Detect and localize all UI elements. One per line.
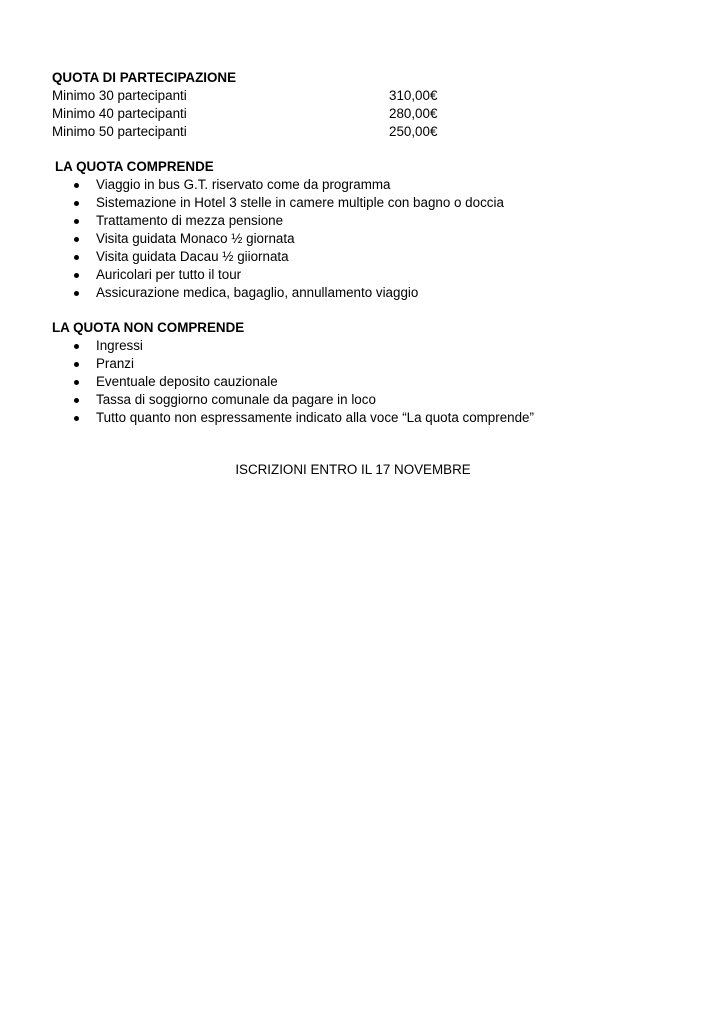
list-item-text: Visita guidata Dacau ½ giiornata [96,249,289,264]
list-item-text: Sistemazione in Hotel 3 stelle in camere multiple con bagno o doccia [96,195,504,210]
price-label: Minimo 30 partecipanti [52,88,187,103]
list-item-text: Tutto quanto non espressamente indicato alla voce “La quota comprende” [96,410,534,425]
list-item-text: Assicurazione medica, bagaglio, annullamento viaggio [96,285,419,300]
list-item [52,391,672,409]
list-item [52,176,672,194]
price-row [52,105,472,123]
list-item [52,373,672,391]
list-item [52,194,672,212]
comprende-section [52,158,672,302]
list-item [52,409,672,427]
list-item-text: Eventuale deposito cauzionale [96,374,278,389]
list-item-text: Trattamento di mezza pensione [96,213,284,228]
list-item [52,337,672,355]
list-item [52,355,672,373]
list-item [52,230,672,248]
bullet-icon [74,237,79,242]
price-row [52,87,472,105]
list-item [52,284,672,302]
list-item-text: Ingressi [96,338,143,353]
list-item-text: Viaggio in bus G.T. riservato come da programma [96,177,391,192]
list-item [52,266,672,284]
bullet-icon [74,201,79,206]
bullet-icon [74,380,79,385]
bullet-icon [74,362,79,367]
bullet-icon [74,183,79,188]
list-item [52,248,672,266]
list-item [52,212,672,230]
bullet-icon [74,344,79,349]
list-item-text: Pranzi [96,356,134,371]
price-value: 310,00€ [389,88,438,103]
comprende-heading: LA QUOTA COMPRENDE [55,159,214,174]
price-label: Minimo 40 partecipanti [52,106,187,121]
quota-heading: QUOTA DI PARTECIPAZIONE [52,70,236,85]
price-label: Minimo 50 partecipanti [52,124,187,139]
list-item-text: Tassa di soggiorno comunale da pagare in loco [96,392,376,407]
list-item-text: Visita guidata Monaco ½ giornata [96,231,295,246]
bullet-icon [74,416,79,421]
price-value: 250,00€ [389,124,438,139]
bullet-icon [74,398,79,403]
list-item-text: Auricolari per tutto il tour [96,267,242,282]
non-comprende-section [52,319,672,427]
bullet-icon [74,255,79,260]
bullet-icon [74,273,79,278]
non-comprende-heading: LA QUOTA NON COMPRENDE [52,320,245,335]
quota-section [52,69,472,141]
bullet-icon [74,291,79,296]
registration-deadline: ISCRIZIONI ENTRO IL 17 NOVEMBRE [235,462,471,477]
comprende-list [52,176,672,302]
non-comprende-list [52,337,672,427]
price-value: 280,00€ [389,106,438,121]
bullet-icon [74,219,79,224]
price-row [52,123,472,141]
